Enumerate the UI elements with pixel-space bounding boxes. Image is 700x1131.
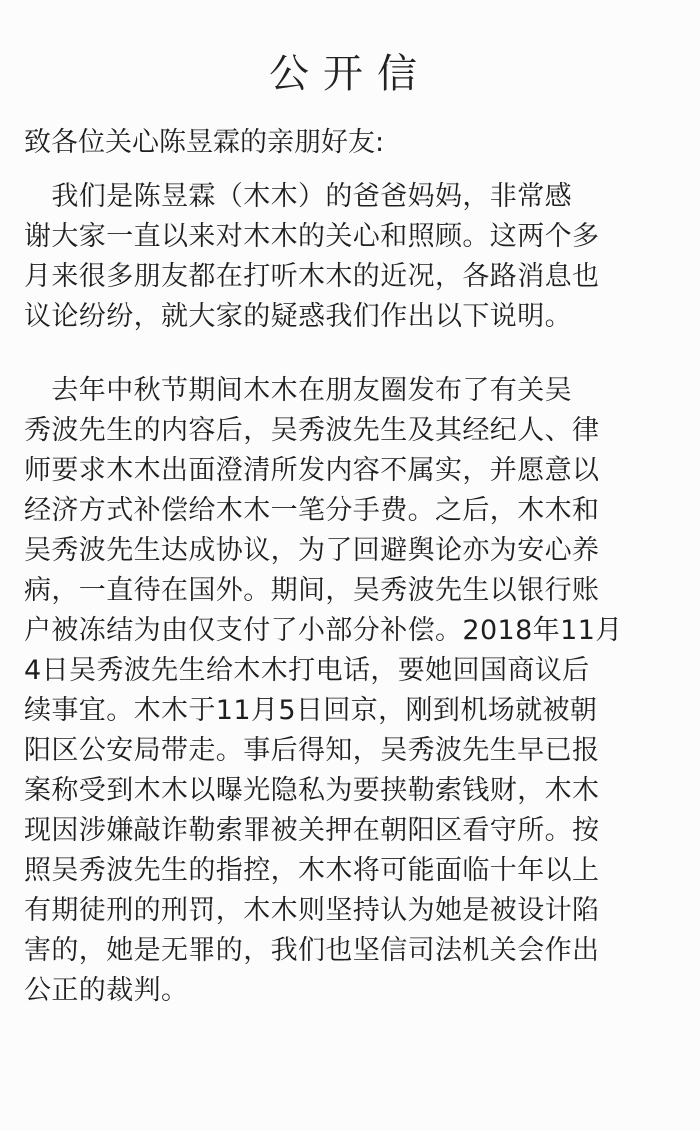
paragraph-line: 谢大家一直以来对木木的关心和照顾。这两个多 (24, 221, 600, 252)
paragraph-line: 吴秀波先生达成协议，为了回避舆论亦为安心养 (24, 535, 600, 566)
paragraph-line: 阳区公安局带走。事后得知，吴秀波先生早已报 (24, 735, 600, 766)
letter-paragraph-2 (24, 371, 676, 1011)
paragraph-line: 案称受到木木以曝光隐私为要挟勒索钱财，木木 (24, 775, 600, 806)
paragraph-line: 月来很多朋友都在打听木木的近况，各路消息也 (24, 261, 600, 292)
letter-title: 公开信 (269, 51, 431, 97)
paragraph-line: 照吴秀波先生的指控，木木将可能面临十年以上 (24, 855, 600, 886)
paragraph-line: 经济方式补偿给木木一笔分手费。之后，木木和 (24, 495, 600, 526)
paragraph-line: 公正的裁判。 (24, 975, 189, 1006)
paragraph-line: 议论纷纷，就大家的疑惑我们作出以下说明。 (24, 301, 572, 332)
paragraph-line: 去年中秋节期间木木在朋友圈发布了有关吴 (24, 375, 572, 406)
paragraph-line: 我们是陈昱霖（木木）的爸爸妈妈，非常感 (24, 181, 572, 212)
paragraph-line: 现因涉嫌敲诈勒索罪被关押在朝阳区看守所。按 (24, 815, 600, 846)
letter-paragraph-1 (24, 177, 676, 337)
paragraph-line: 续事宜。木木于11月5日回京，刚到机场就被朝 (24, 695, 598, 726)
paragraph-line: 病，一直待在国外。期间，吴秀波先生以银行账 (24, 575, 600, 606)
paragraph-line: 有期徒刑的刑罚，木木则坚持认为她是被设计陷 (24, 895, 600, 926)
paragraph-line: 秀波先生的内容后，吴秀波先生及其经纪人、律 (24, 415, 600, 446)
letter-salutation: 致各位关心陈昱霖的亲朋好友: (24, 127, 385, 158)
paragraph-line: 害的，她是无罪的，我们也坚信司法机关会作出 (24, 935, 600, 966)
paragraph-line: 师要求木木出面澄清所发内容不属实，并愿意以 (24, 455, 600, 486)
paragraph-line: 户被冻结为由仅支付了小部分补偿。2018年11月 (24, 615, 623, 646)
paragraph-line: 4日吴秀波先生给木木打电话，要她回国商议后 (24, 655, 590, 686)
